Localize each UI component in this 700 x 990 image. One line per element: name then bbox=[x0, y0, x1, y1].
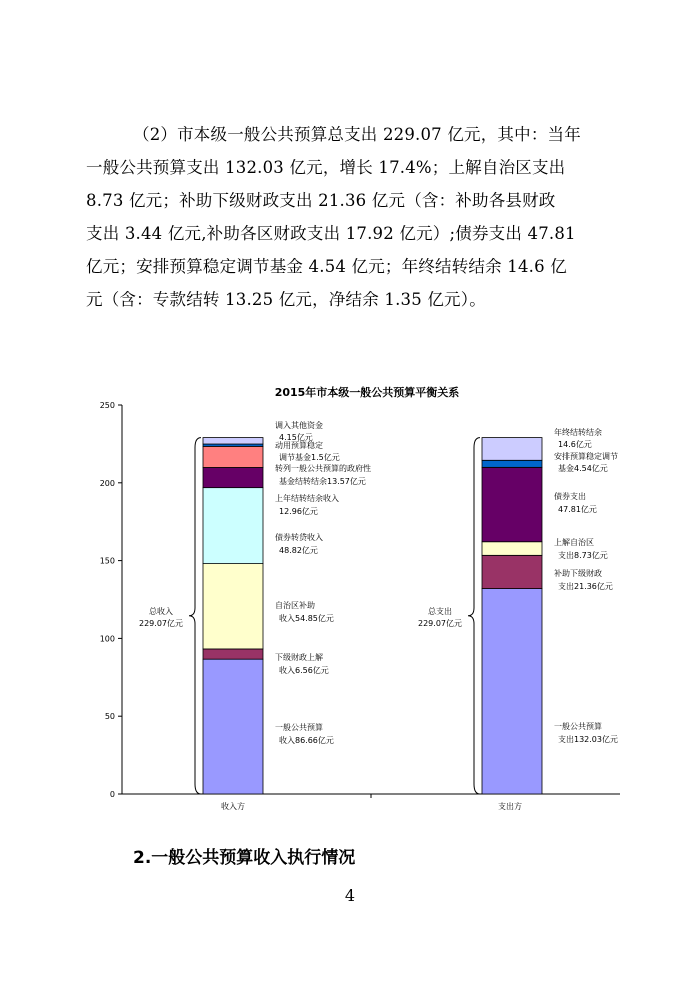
segment-label: 补助下级财政 bbox=[554, 569, 602, 578]
segment-label: 安排预算稳定调节 bbox=[554, 452, 618, 461]
segment-label: 收入6.56亿元 bbox=[279, 666, 329, 675]
segment-label: 下级财政上解 bbox=[275, 653, 323, 662]
segment-label: 债券转贷收入 bbox=[275, 533, 323, 542]
total-brace bbox=[189, 438, 201, 794]
total-label: 229.07亿元 bbox=[418, 618, 462, 628]
x-category-label: 支出方 bbox=[498, 802, 522, 811]
bar-segment bbox=[203, 438, 263, 444]
budget-balance-chart bbox=[90, 378, 630, 818]
bar-segment bbox=[203, 488, 263, 564]
segment-label: 收入86.66亿元 bbox=[279, 736, 334, 745]
y-tick-label: 150 bbox=[99, 556, 115, 566]
total-brace bbox=[468, 438, 480, 794]
bar-segment bbox=[482, 542, 542, 556]
segment-label: 自治区补助 bbox=[275, 601, 315, 610]
bar-segment bbox=[482, 438, 542, 461]
segment-label: 14.6亿元 bbox=[558, 440, 592, 449]
paragraph-line: （2）市本级一般公共预算总支出 229.07 亿元，其中：当年 bbox=[133, 125, 581, 144]
segment-label: 基金4.54亿元 bbox=[558, 464, 608, 473]
bar-segment bbox=[482, 555, 542, 588]
segment-label: 年终结转结余 bbox=[554, 428, 602, 437]
bar-segment bbox=[203, 564, 263, 649]
page-number: 4 bbox=[344, 886, 356, 905]
section-heading: 2.一般公共预算收入执行情况 bbox=[133, 848, 356, 868]
segment-label: 48.82亿元 bbox=[279, 546, 318, 555]
segment-label: 债券支出 bbox=[554, 492, 586, 501]
y-tick-label: 200 bbox=[99, 478, 115, 488]
y-tick-label: 0 bbox=[109, 790, 115, 799]
segment-label: 47.81亿元 bbox=[558, 505, 597, 514]
body-paragraph bbox=[86, 118, 616, 316]
segment-label: 12.96亿元 bbox=[279, 507, 318, 516]
y-tick-label: 100 bbox=[99, 634, 115, 644]
segment-label: 基金结转结余13.57亿元 bbox=[279, 477, 366, 486]
segment-label: 上年结转结余收入 bbox=[275, 494, 339, 503]
paragraph-line: 一般公共预算支出 132.03 亿元，增长 17.4%；上解自治区支出 bbox=[86, 158, 566, 177]
bar-segment bbox=[203, 467, 263, 487]
segment-label: 收入54.85亿元 bbox=[279, 614, 334, 623]
segment-label: 调入其他资金 bbox=[275, 421, 323, 430]
total-label: 总收入 bbox=[149, 606, 173, 616]
total-label: 总支出 bbox=[428, 606, 452, 616]
bar-segment bbox=[482, 589, 542, 794]
segment-label: 一般公共预算 bbox=[275, 723, 323, 732]
paragraph-line: 亿元；安排预算稳定调节基金 4.54 亿元；年终结转结余 14.6 亿 bbox=[86, 257, 567, 276]
segment-label: 一般公共预算 bbox=[554, 722, 602, 731]
bar-segment bbox=[203, 659, 263, 794]
bar-segment bbox=[203, 446, 263, 467]
segment-label: 上解自治区 bbox=[554, 538, 594, 547]
bar-segment bbox=[482, 460, 542, 467]
segment-label: 调节基金1.5亿元 bbox=[279, 453, 340, 462]
segment-label: 支出132.03亿元 bbox=[558, 735, 618, 744]
y-tick-label: 50 bbox=[104, 712, 115, 722]
y-tick-label: 250 bbox=[99, 401, 115, 410]
segment-label: 支出8.73亿元 bbox=[558, 551, 608, 560]
segment-label: 支出21.36亿元 bbox=[558, 582, 613, 591]
bar-segment bbox=[203, 649, 263, 659]
segment-label: 动用预算稳定 bbox=[275, 441, 323, 450]
paragraph-line: 8.73 亿元；补助下级财政支出 21.36 亿元（含：补助各县财政 bbox=[86, 191, 556, 210]
bar-segment bbox=[482, 467, 542, 541]
total-label: 229.07亿元 bbox=[139, 618, 183, 628]
paragraph-line: 支出 3.44 亿元,补助各区财政支出 17.92 亿元）;债券支出 47.81 bbox=[86, 224, 576, 243]
x-category-label: 收入方 bbox=[221, 802, 245, 811]
chart-title: 2015年市本级一般公共预算平衡关系 bbox=[274, 386, 460, 399]
paragraph-line: 元（含：专款结转 13.25 亿元，净结余 1.35 亿元）。 bbox=[86, 290, 486, 309]
segment-label: 4.15亿元 bbox=[279, 433, 313, 442]
segment-label: 转列一般公共预算的政府性 bbox=[275, 464, 371, 473]
